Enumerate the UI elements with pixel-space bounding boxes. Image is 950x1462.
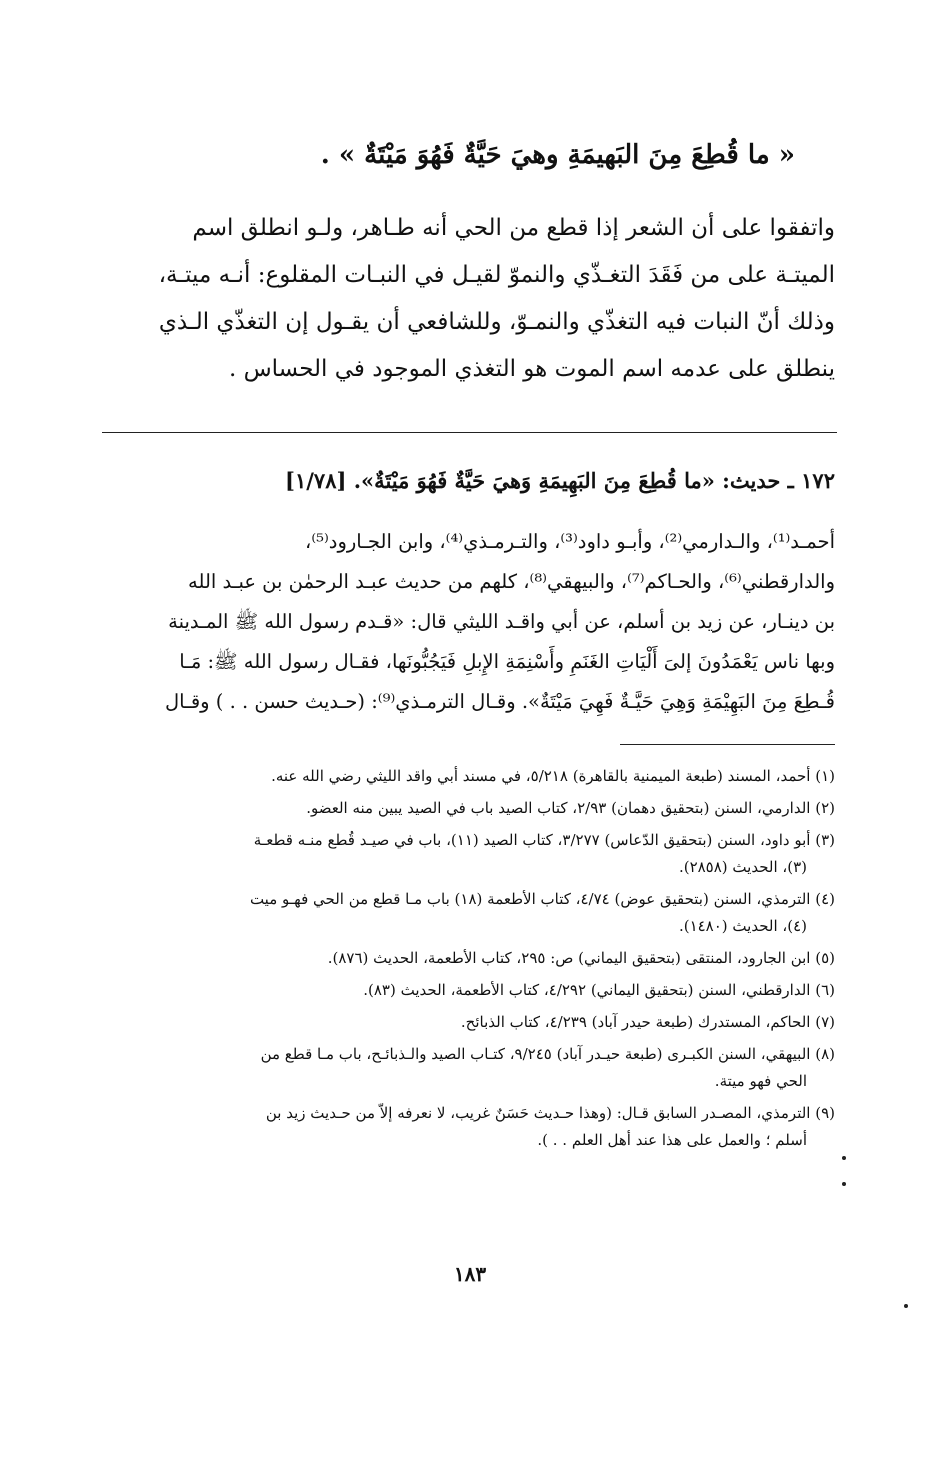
footnotes bbox=[105, 763, 835, 1159]
scan-speck bbox=[842, 1156, 846, 1160]
paragraph-line: ينطلق على عدمه اسم الموت هو التغذي الموجود في الحساس . bbox=[228, 356, 835, 382]
footnote-line: (٧) الحاكم، المستدرك (طبعة حيدر آباد) ٤/٢٣٩، كتاب الذبائح. bbox=[460, 1013, 835, 1031]
hadith-title: ١٧٢ ـ حديث: «ما قُطِعَ مِنَ البَهِيمَةِ وَهيَ حَيَّةٌ فَهُوَ مَيْتَةٌ». [١/٧٨] bbox=[285, 468, 835, 493]
footnote-8 bbox=[105, 1041, 835, 1095]
footnote-1 bbox=[105, 763, 835, 790]
footnote-line: (٦) الدارقطني، السنن (بتحقيق اليماني) ٤/٢٩٢، كتاب الأطعمة، الحديث (٨٣). bbox=[363, 981, 835, 999]
footnote-line: (٣)، الحديث (٢٨٥٨). bbox=[678, 858, 807, 876]
footnote-line: (٨) البيهقي، السنن الكبـرى (طبعة حيـدر آباد) ٩/٢٤٥، كتـاب الصيد والـذبائـح، باب مـا قطع من bbox=[260, 1045, 835, 1063]
hadith-line: أحمـد⁽¹⁾، والـدارمي⁽²⁾، وأبـو داود⁽³⁾، والتـرمـذي⁽⁴⁾، وابن الجـارود⁽⁵⁾، bbox=[305, 530, 835, 553]
hadith-line: والدارقطني⁽⁶⁾، والحـاكم⁽⁷⁾، والبيهقي⁽⁸⁾، كلهم من حديث عبـد الرحمٰن بن عبـد الله bbox=[188, 570, 835, 593]
paragraph-line: الميتـة على من فَقَدَ التغـذّي والنموّ لقيـل في النبـات المقلوع: أنـه ميتـة، bbox=[158, 262, 835, 288]
hadith-line: وبها ناس يَعْمَدُونَ إلىَ أَلْيَاتِ الغَنَمِ وأَسْنِمَةِ الإِبلِ فَيَجُبُّونَها، فقـال رسول الله ﷺ: مَـا bbox=[179, 650, 835, 673]
footnote-line: (٤)، الحديث (١٤٨٠). bbox=[678, 917, 807, 935]
footnote-line: (٤) الترمذي، السنن (بتحقيق عوض) ٤/٧٤، كتاب الأطعمة (١٨) باب مـا قطع من الحي فهـو ميت bbox=[249, 890, 835, 908]
paragraph-line: وذلك أنّ النبات فيه التغذّي والنمـوّ، وللشافعي أن يقـول إن التغذّي الـذي bbox=[158, 309, 835, 335]
footnote-divider bbox=[620, 744, 835, 745]
hadith-line: بن دينـار، عن زيد بن أسلم، عن أبي واقـد الليثي قال: «قـدم رسول الله ﷺ المـدينة bbox=[168, 610, 835, 633]
footnote-line: (٣) أبو داود، السنن (بتحقيق الدّعاس) ٣/٢٧٧، كتاب الصيد (١١)، باب في صيـد قُطع منـه قطعـة bbox=[253, 831, 835, 849]
footnote-line: (٩) الترمذي، المصـدر السابق قـال: (وهذا حـديث حَسَنٌ غريب، لا نعرفه إلاّ من حـديث زيد بن bbox=[265, 1104, 835, 1122]
footnote-3 bbox=[105, 827, 835, 881]
footnote-line: (٥) ابن الجارود، المنتقى (بتحقيق اليماني) ص: ٢٩٥، كتاب الأطعمة، الحديث (٨٧٦). bbox=[327, 949, 835, 967]
footnote-line: (٢) الدارمي، السنن (بتحقيق دهمان) ٢/٩٣، كتاب الصيد باب في الصيد يبين منه العضو. bbox=[306, 799, 835, 817]
hadith-line: قُـطِعَ مِنَ البَهِيْمَةِ وَهِيَ حَيَّـةٌ فَهِيَ مَيْتَةٌ». وقـال الترمـذي⁽⁹⁾: (حـديث حسن . . ) وقـال bbox=[165, 690, 835, 713]
footnote-line: الحي فهو ميتة. bbox=[714, 1072, 807, 1090]
scan-speck bbox=[842, 1182, 846, 1186]
hadith-quote-heading: « ما قُطِعَ مِنَ البَهيمَةِ وهيَ حَيَّةٌ فَهُوَ مَيْتَةٌ » . bbox=[320, 140, 795, 170]
scan-speck bbox=[904, 1304, 908, 1308]
footnote-7 bbox=[105, 1009, 835, 1036]
paragraph-line: واتفقوا على أن الشعر إذا قطع من الحي أنه طـاهر، ولـو انطلق اسم bbox=[192, 215, 835, 241]
footnote-9 bbox=[105, 1100, 835, 1154]
page-number: ١٨٣ bbox=[453, 1262, 487, 1286]
book-page bbox=[105, 0, 835, 1462]
hadith-takhrij-text bbox=[105, 522, 835, 722]
footnote-line: أسلم ؛ والعمل على هذا عند أهل العلم . . ). bbox=[537, 1131, 807, 1149]
footnote-5 bbox=[105, 945, 835, 972]
section-divider bbox=[102, 432, 837, 433]
main-paragraph bbox=[105, 205, 835, 393]
footnote-6 bbox=[105, 977, 835, 1004]
footnote-2 bbox=[105, 795, 835, 822]
footnote-4 bbox=[105, 886, 835, 940]
footnote-line: (١) أحمد، المسند (طبعة الميمنية بالقاهرة) ٥/٢١٨، في مسند أبي واقد الليثي رضي الله عنه. bbox=[271, 767, 835, 785]
